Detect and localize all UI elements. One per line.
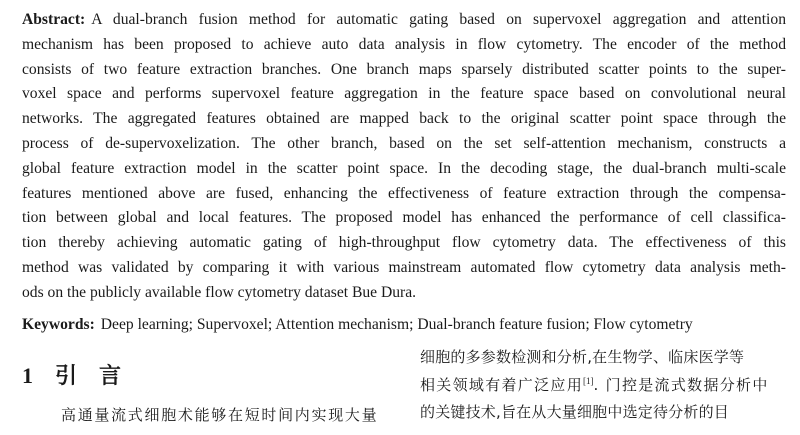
abstract-line: process of de-supervoxelization. The other branch, based on the set self-attention mechanism, constructs a bbox=[22, 134, 786, 152]
body-paragraph-right bbox=[420, 344, 786, 427]
abstract-line: tion between global and local features. The proposed model has enhanced the performance of cell classifica- bbox=[22, 209, 786, 227]
abstract-line: voxel space and performs supervoxel feature aggregation in the feature space based on convolutional neural bbox=[22, 85, 786, 103]
keywords-text: Deep learning; Supervoxel; Attention mechanism; Dual-branch feature fusion; Flow cytometry bbox=[100, 316, 693, 333]
body-line: 细胞的多参数检测和分析,在生物学、临床医学等 bbox=[420, 348, 745, 366]
body-paragraph-left: 高通量流式细胞术能够在短时间内实现大量 bbox=[61, 406, 379, 424]
abstract-block bbox=[22, 8, 786, 306]
abstract-line: features mentioned above are fused, enhancing the effectiveness of feature extraction through the compensa- bbox=[22, 184, 786, 202]
abstract-line: ods on the publicly available flow cytometry dataset Bue Dura. bbox=[22, 283, 417, 301]
body-line-text: 相关领域有着广泛应用 bbox=[420, 375, 584, 394]
body-line bbox=[420, 372, 786, 400]
keywords-block bbox=[22, 313, 786, 337]
abstract-line: consists of two feature extraction branches. One branch maps sparsely distributed scatter points to the super- bbox=[22, 60, 786, 78]
section-number: 1 bbox=[22, 363, 33, 388]
citation-reference[interactable]: [1] bbox=[583, 375, 594, 386]
abstract-line: method was validated by comparing it with various mainstream automated flow cytometry data analysis meth- bbox=[22, 258, 786, 276]
abstract-line: global feature extraction model in the scatter point space. In the decoding stage, the dual-branch multi-scale bbox=[22, 159, 786, 177]
keywords-label: Keywords: bbox=[22, 316, 95, 333]
abstract-label: Abstract: bbox=[22, 11, 86, 28]
abstract-line: networks. The aggregated features obtained are mapped back to the original scatter point space through the bbox=[22, 110, 786, 128]
section-title: 引言 bbox=[55, 364, 144, 389]
body-line: 的关键技术,旨在从大量细胞中选定待分析的目 bbox=[420, 403, 729, 421]
body-line-text: . 门控是流式数据分析中 bbox=[593, 375, 769, 394]
section-heading bbox=[22, 363, 143, 390]
abstract-line-text: A dual-branch fusion method for automatic gating based on supervoxel aggregation and attention bbox=[91, 11, 786, 28]
abstract-line: tion thereby achieving automatic gating of high-throughput flow cytometry data. The effectiveness of this bbox=[22, 234, 786, 252]
abstract-line bbox=[22, 8, 786, 33]
abstract-line: mechanism has been proposed to achieve auto data analysis in flow cytometry. The encoder of the method bbox=[22, 35, 786, 53]
